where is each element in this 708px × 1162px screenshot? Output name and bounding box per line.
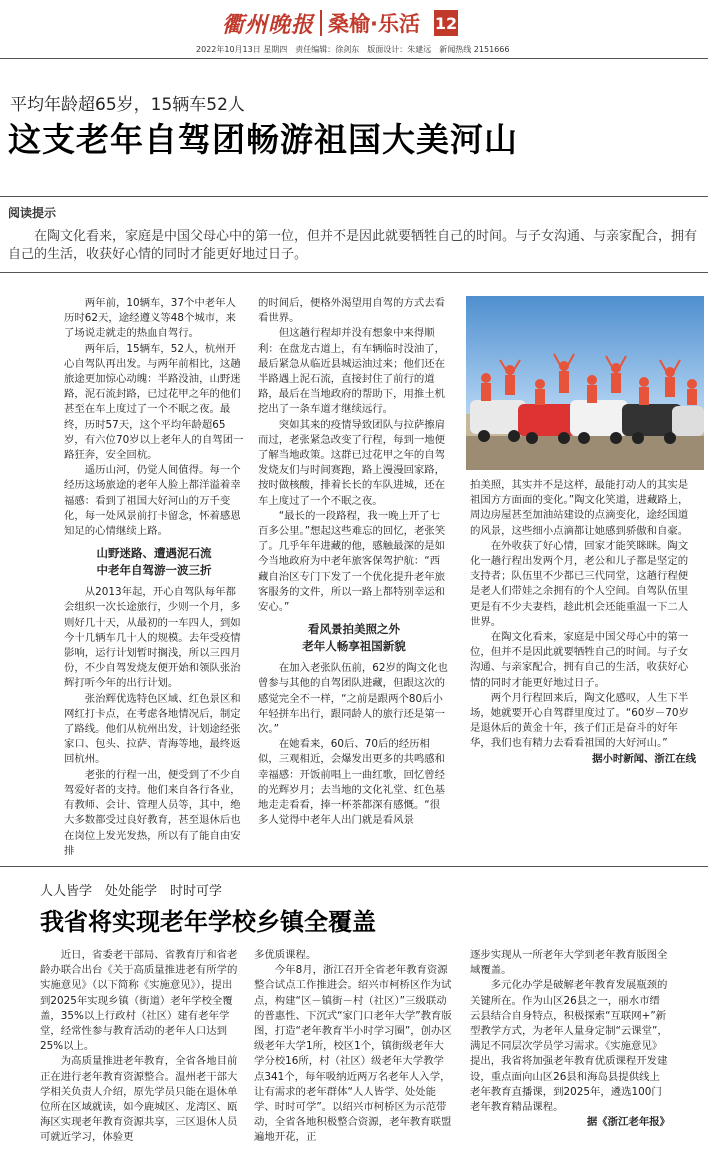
article1-column-1 — [64, 296, 244, 859]
subhead-line: 看风景拍美照之外 — [308, 622, 400, 637]
paragraph: 张治辉优选特色区域、红色景区和网红打卡点，在考虑各地情况后，制定了路线。他们从杭州出发，计划途经张家口、包头、拉萨、青海等地，最终返回杭州。 — [64, 692, 241, 766]
article1-column-3 — [470, 478, 696, 767]
masthead — [222, 6, 458, 40]
subhead-line: 山野迷路、遭遇泥石流 — [96, 546, 212, 561]
paragraph: 在陶文化看来，家庭是中国父母心中的第一位，但并不是因此就要牺牲自己的时间。与子女沟通、与亲家配合，拥有自己的生活，收获好心情的同时才能更好地过日子。 — [470, 631, 689, 689]
paragraph: 拍美照，其实并不是这样，最能打动人的其实是祖国方方面面的变化。”陶文化笑道，进藏路上，周边房屋甚至加油站建设的点滴变化，途经国道的风景，这些细小点滴都让她感到骄傲和自豪。 — [470, 479, 689, 537]
paragraph: 逐步实现从一所老年大学到老年教育版图全域覆盖。 — [470, 949, 668, 977]
article2-kicker: 人人皆学 处处能学 时时可学 — [40, 884, 223, 899]
paragraph: 多优质课程。 — [254, 949, 317, 961]
masthead-divider — [320, 10, 322, 36]
article-byline: 据小时新闻、浙江在线 — [592, 752, 696, 765]
newspaper-name: 衢州晚报 — [222, 11, 315, 38]
paragraph: 老张的行程一出，便受到了不少自驾爱好者的支持。他们来自各行各业，有教师、会计、管理人员等，其中，绝大多数都受过良好教育，甚至退休后也在岗位上发光发热，所以有了能自由安排 — [64, 768, 241, 857]
header-rule — [0, 58, 708, 59]
paragraph: 多元化办学是破解老年教育发展瓶颈的关键所在。作为山区26县之一，丽水市缙云县结合自身特点，积极探索“互联网+”新型教学方式，为老年人量身定制“云课堂”，满足不同层次学员学习需求。《实施意见》提出，我省将加强老年教育优质课程开发建设，重点面向山区26县和海岛县提供线上老年教育直播课，到2025年，遴选100门老年教育精品课程。 — [470, 979, 668, 1114]
subhead-line: 中老年自驾游一波三折 — [96, 563, 212, 578]
paragraph: 遥历山河，仍觉人间值得。每一个经历这场旅途的老年人脸上都洋溢着幸福感：看到了祖国大好河山的万千变化，每一处风景前打卡留念，怀着感恩知足的心情继续上路。 — [64, 464, 241, 538]
article-subtitle: 平均年龄超65岁，15辆车52人 — [10, 95, 245, 115]
article2-column-3 — [470, 948, 670, 1130]
section-name: 桑榆·乐活 — [328, 12, 420, 36]
article2-column-2 — [254, 948, 452, 1146]
paragraph: “最长的一段路程，我一晚上开了七百多公里。”想起这些难忘的回忆，老张笑了。几乎年年进藏的他，感触最深的是如今当地政府为中老年旅客保驾护航：“西藏自治区专门下发了一个优化提升老年旅客服务的文件，所以一路上都特别幸运和安心。” — [258, 509, 446, 614]
section-subhead — [258, 621, 450, 655]
paragraph: 但这趟行程却并没有想象中来得顺利：在盘龙古道上，有车辆临时没油了，最后紧急从临近县城运油过来；他们还在半路遇上泥石流，直接封住了前行的道路，最后在当地政府的帮助下，用推土机挖出了一条车道才继续远行。 — [258, 327, 446, 416]
paragraph: 两年后，15辆车，52人，杭州开心自驾队再出发。与两年前相比，这趟旅途更加惊心动魄：半路没油，山野迷路，泥石流封路，已过花甲之年的他们甚至在车上度过了一个不眠之夜。最终，历时57天，这个平均年龄超65岁，有六位70岁以上老年人的自驾团一路狂奔，安全回杭。 — [64, 342, 244, 462]
article-title: 这支老年自驾团畅游祖国大美河山 — [8, 120, 518, 159]
paragraph: 在加入老张队伍前，62岁的陶文化也曾参与其他的自驾团队进藏，但跟这次的感觉完全不一样，“之前是跟两个80后小年轻拼车出行，跟同龄人的旅行还是第一次。” — [258, 662, 448, 736]
lead-label: 阅读提示 — [8, 206, 57, 220]
paragraph: 近日，省委老干部局、省教育厅和省老龄办联合出台《关于高质量推进老有所学的实施意见》（以下简称《实施意见》），提出到2025年实现乡镇（街道）老年学校全覆盖，35%以上行政村（社区）建有老年学堂，经常性参与教育活动的老年人口达到25%以上。 — [40, 949, 238, 1053]
paragraph: 两个月行程回来后，陶文化感叹，人生下半场，她就要开心自驾群里度过了。“60岁－70岁是退休后的黄金十年，孩子们正是奋斗的好年华，我们也有精力去看看祖国的大好河山。” — [470, 691, 689, 750]
paragraph: 今年8月，浙江召开全省老年教育资源整合试点工作推进会。绍兴市柯桥区作为试点，构建“区－镇街－村（社区）”三级联动的普惠性、下沉式“家门口老年大学”教育版图，打造“老年教育半小时学习圈”，创办区级老年大学1所，校区1个，镇街级老年大学分校16所，村（社区）级老年大学教学点341个，每年吸纳近两万名老年人入学，让有需求的老年群体“人人皆学、处处能学、时时可学”。以绍兴市柯桥区为示范带动，全省各地积极整合资源，老年教育联盟遍地开花，正 — [254, 964, 452, 1144]
paragraph: 在外收获了好心情，回家才能笑眯眯。陶文化一趟行程出发两个月，老公和儿子都是坚定的支持者；队伍里不少都已三代同堂，这趟行程便是老人们带娃之余拥有的个人空间。自驾队伍里更是有不少夫妻档，趁此机会还能重温一下二人世界。 — [470, 539, 689, 628]
lead-rule — [0, 272, 708, 273]
group-photo — [466, 296, 704, 470]
paragraph: 从2013年起，开心自驾队每年都会组织一次长途旅行，少则一个月，多则好几十天，从最初的一车四人，到如今十几辆车几十人的规模。去年受疫情影响，运行计划暂时搁浅，所以三四月份，不少自驾发烧友便开始和领队张治辉打听今年的出行计划。 — [64, 586, 241, 690]
article2-title: 我省将实现老年学校乡镇全覆盖 — [40, 908, 376, 936]
paragraph: 两年前，10辆车，37个中老年人历时62天，途经遵义等48个城市，来了场说走就走的热血自驾行。 — [64, 297, 236, 340]
title-rule — [0, 196, 708, 197]
paragraph: 突如其来的疫情导致团队与拉萨擦肩而过，老张紧急改变了行程，每到一地便了解当地政策。这群已过花甲之年的自驾发烧友们与时间赛跑，路上漫漫回家路，按时做核酸，排着长长的车队进城，还在车上度过了一个不眠之夜。 — [258, 418, 446, 507]
subhead-line: 老年人畅享祖国新貌 — [302, 639, 406, 654]
article-divider — [0, 866, 708, 867]
lead-paragraph: 在陶文化看来，家庭是中国父母心中的第一位，但并不是因此就要牺牲自己的时间。与子女沟通、与亲家配合，拥有自己的生活，收获好心情的同时才能更好地过日子。 — [8, 229, 698, 262]
article2-byline: 据《浙江老年报》 — [586, 1116, 670, 1129]
paragraph: 在她看来，60后、70后的经历相似，三观相近，会爆发出更多的共鸣感和幸福感：开饭前唱上一曲红歌，回忆曾经的光辉岁月；去当地的文化礼堂、红色基地走走看看，捧一杯茶都深有感慨。“很多人觉得中老年人出门就是看风景 — [258, 738, 446, 827]
page-number: 12 — [434, 10, 458, 36]
section-subhead — [64, 545, 244, 579]
paragraph: 的时间后，便格外渴望用自驾的方式去看看世界。 — [258, 297, 446, 325]
article2-column-1 — [40, 948, 238, 1146]
article1-column-2 — [258, 296, 450, 829]
group-photo-illustration — [466, 296, 704, 470]
paragraph: 为高质量推进老年教育，全省各地目前正在进行老年教育资源整合。温州老干部大学相关负责人介绍，原先学员只能在退休单位所在区域就读，如今鹿城区、龙湾区、瓯海区实现老年教育资源共享，三区退休人员可就近学习，体验更 — [40, 1055, 238, 1144]
dateline: 2022年10月13日 星期四 责任编辑：徐剑东 版面设计：朱建远 新闻热线 2151666 — [196, 45, 510, 54]
